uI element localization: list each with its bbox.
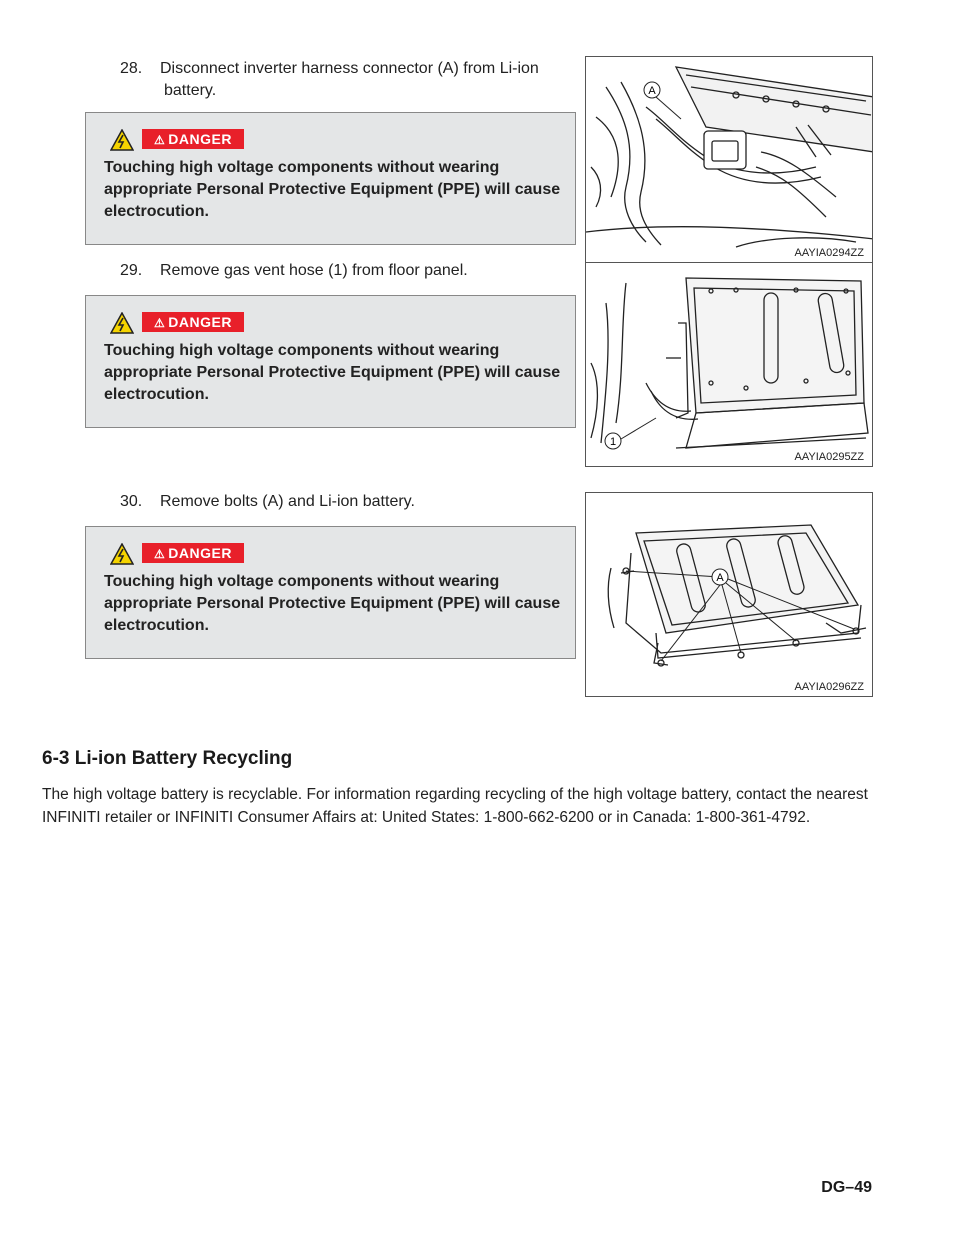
- figure-liion-battery: [585, 492, 873, 697]
- harness-connector-illustration: [586, 57, 873, 263]
- step-text: Disconnect inverter harness connector (A) from Li-ion: [160, 60, 539, 77]
- callout-label: A: [648, 85, 656, 97]
- figure-code: AAYIA0296ZZ: [794, 681, 864, 693]
- danger-badge: ⚠ DANGER: [142, 312, 244, 332]
- page-number: DG–49: [821, 1179, 872, 1196]
- danger-box: [85, 112, 576, 245]
- section-body: The high voltage battery is recyclable. For information regarding recycling of the high voltage battery, contact the nearest INFINITI retailer or INFINITI Consumer Affairs at: United States: 1-800-662-6200 or in Canada: 1-800-361-4792.: [42, 786, 868, 826]
- gas-vent-hose-illustration: [586, 263, 873, 467]
- warning-icon: ⚠: [154, 133, 166, 147]
- high-voltage-icon: [110, 543, 134, 565]
- warning-icon: ⚠: [154, 316, 166, 330]
- liion-battery-illustration: [586, 493, 873, 697]
- step-text: Remove gas vent hose (1) from floor panel.: [160, 262, 468, 279]
- callout-label: 1: [609, 436, 617, 448]
- warning-icon: ⚠: [154, 547, 166, 561]
- danger-text: Touching high voltage components without wearing appropriate Personal Protective Equipment (PPE) will cause electrocution.: [104, 573, 561, 634]
- danger-badge: ⚠ DANGER: [142, 129, 244, 149]
- high-voltage-icon: [110, 312, 134, 334]
- step-text: Remove bolts (A) and Li-ion battery.: [160, 493, 415, 510]
- figure-harness-connector: [585, 56, 873, 263]
- step-text-continued: battery.: [164, 82, 217, 99]
- callout-label: A: [716, 572, 724, 584]
- danger-box: [85, 295, 576, 428]
- danger-badge: ⚠ DANGER: [142, 543, 244, 563]
- step-number: 28.: [120, 60, 143, 77]
- figure-code: AAYIA0294ZZ: [794, 247, 864, 259]
- figure-code: AAYIA0295ZZ: [794, 451, 864, 463]
- section-heading: 6-3 Li-ion Battery Recycling: [42, 748, 293, 769]
- step-number: 29.: [120, 262, 143, 279]
- high-voltage-icon: [110, 129, 134, 151]
- step-28: [120, 58, 570, 102]
- danger-text: Touching high voltage components without wearing appropriate Personal Protective Equipment (PPE) will cause electrocution.: [104, 159, 561, 220]
- figure-gas-vent-hose: [585, 262, 873, 467]
- step-29: [120, 260, 570, 282]
- step-number: 30.: [120, 493, 143, 510]
- step-30: [120, 491, 570, 513]
- danger-text: Touching high voltage components without wearing appropriate Personal Protective Equipment (PPE) will cause electrocution.: [104, 342, 561, 403]
- danger-box: [85, 526, 576, 659]
